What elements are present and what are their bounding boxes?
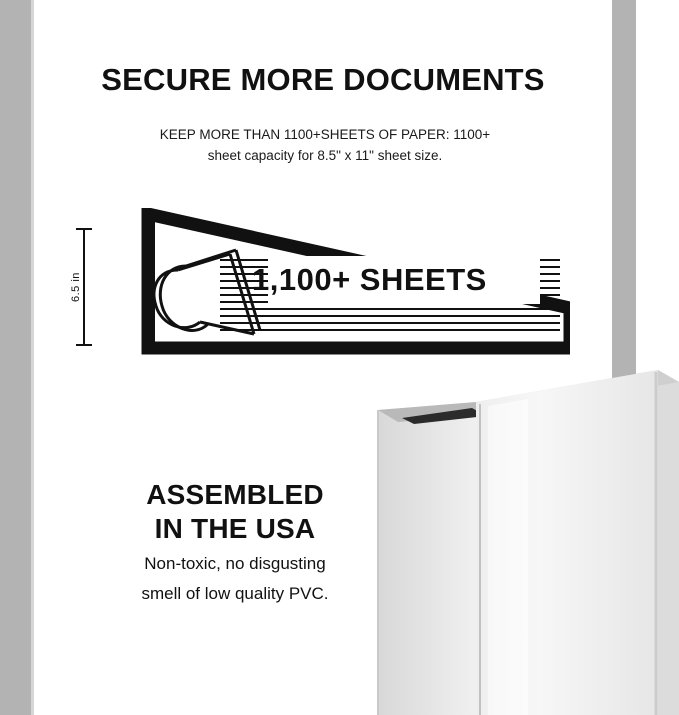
assembled-sub-line-2: smell of low quality PVC.: [141, 584, 329, 603]
background-band-left-edge: [31, 0, 34, 715]
subhead: [100, 124, 550, 166]
dimension-tick-bottom: [76, 344, 92, 346]
binder-photo: [368, 362, 679, 715]
assembled-line-1: ASSEMBLED: [146, 479, 324, 510]
assembled-block: [60, 478, 410, 606]
assembled-sub-line-1: Non-toxic, no disgusting: [144, 554, 326, 573]
dimension-tick-top: [76, 228, 92, 230]
assembled-line-2: IN THE USA: [154, 513, 316, 544]
subhead-line-1: KEEP MORE THAN 1100+SHEETS OF PAPER: 1100+: [159, 127, 491, 142]
subhead-line-2: sheet capacity for 8.5" x 11" sheet size.: [207, 148, 443, 163]
background-band-left: [0, 0, 31, 715]
capacity-label: 1,100+ SHEETS: [252, 262, 487, 297]
headline: SECURE MORE DOCUMENTS: [101, 62, 545, 97]
dimension-label: 6.5 in: [70, 272, 82, 302]
capacity-diagram: [70, 200, 570, 370]
